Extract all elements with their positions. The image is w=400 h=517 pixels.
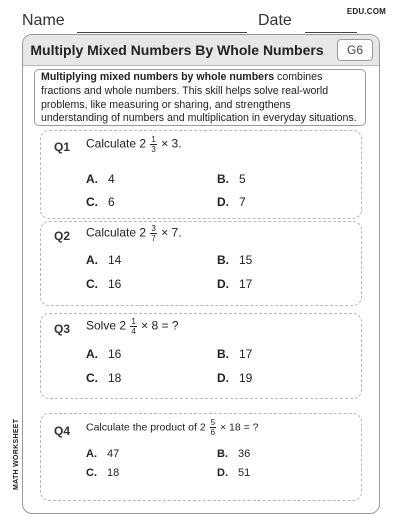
option-letter: D. [217, 371, 229, 385]
question-card-2 [40, 221, 362, 306]
question-number: Q3 [54, 322, 71, 336]
question-number: Q2 [54, 229, 71, 243]
question-number: Q1 [54, 140, 71, 154]
option-letter: C. [86, 371, 98, 385]
intro-text: combines fractions and whole numbers. This skill helps solve real-world problems, like measuring or sharing, and strengthens understanding of numbers and multiplication in everyday situations. [41, 71, 357, 125]
fraction-numerator: 1 [151, 135, 156, 144]
option-b[interactable] [217, 253, 252, 267]
option-c[interactable] [86, 371, 121, 385]
option-letter: C. [86, 195, 98, 209]
option-d[interactable] [217, 371, 252, 385]
intro-box [34, 69, 366, 126]
option-value: 15 [239, 253, 253, 267]
option-value: 17 [239, 277, 253, 291]
question-number: Q4 [54, 424, 71, 438]
question-text [86, 224, 182, 243]
option-c[interactable] [86, 195, 115, 209]
option-a[interactable] [86, 253, 121, 267]
question-text-post: × 8 = ? [141, 318, 179, 333]
option-value: 47 [107, 448, 120, 460]
date-line [305, 32, 357, 33]
question-text [86, 317, 179, 336]
option-d[interactable] [217, 467, 250, 479]
question-card-1 [40, 130, 362, 219]
option-c[interactable] [86, 277, 121, 291]
fraction-numerator: 5 [210, 418, 216, 427]
grade-badge: G6 [337, 39, 373, 61]
question-text-pre: Calculate 2 [86, 136, 147, 151]
option-value: 7 [239, 195, 246, 209]
option-letter: C. [86, 277, 98, 291]
fraction [210, 418, 216, 437]
fraction-denominator: 4 [131, 327, 136, 336]
worksheet-header [22, 10, 386, 32]
fraction [150, 224, 156, 243]
option-letter: A. [86, 347, 98, 361]
question-text [86, 135, 182, 154]
option-letter: A. [86, 172, 98, 186]
option-letter: C. [86, 467, 97, 479]
fraction-denominator: 6 [210, 428, 216, 437]
option-b[interactable] [217, 448, 250, 460]
option-a[interactable] [86, 172, 115, 186]
date-label: Date [258, 12, 292, 29]
option-letter: B. [217, 347, 229, 361]
question-text-pre: Calculate 2 [86, 225, 147, 240]
option-value: 14 [108, 253, 122, 267]
question-text-pre: Solve 2 [86, 318, 127, 333]
option-c[interactable] [86, 467, 119, 479]
option-value: 17 [239, 347, 253, 361]
option-value: 19 [239, 371, 253, 385]
fraction-denominator: 3 [151, 145, 156, 154]
fraction [150, 135, 156, 154]
question-text-post: × 7. [161, 225, 182, 240]
option-b[interactable] [217, 172, 246, 186]
option-d[interactable] [217, 277, 252, 291]
logo: EDU.COM [346, 7, 386, 16]
fraction-denominator: 7 [151, 234, 156, 243]
option-value: 4 [108, 172, 115, 186]
title-bar [23, 35, 379, 66]
option-d[interactable] [217, 195, 246, 209]
page-title: Multiply Mixed Numbers By Whole Numbers [30, 42, 324, 58]
question-text-post: × 3. [161, 136, 182, 151]
option-letter: A. [86, 253, 98, 267]
option-value: 6 [108, 195, 115, 209]
option-letter: B. [217, 172, 229, 186]
fraction-numerator: 3 [151, 224, 156, 233]
option-value: 16 [108, 347, 122, 361]
question-text-post: × 18 = ? [219, 421, 259, 434]
question-card-4 [40, 413, 362, 501]
option-letter: D. [217, 195, 229, 209]
intro-bold: Multiplying mixed numbers by whole numbers [41, 71, 275, 83]
option-value: 36 [238, 448, 251, 460]
option-letter: B. [217, 448, 228, 460]
fraction-numerator: 1 [131, 317, 136, 326]
option-a[interactable] [86, 448, 119, 460]
name-line [77, 32, 247, 33]
option-value: 18 [107, 467, 120, 479]
fraction [130, 317, 136, 336]
option-value: 51 [238, 467, 251, 479]
side-label: MATH WORKSHEET [13, 418, 20, 490]
option-value: 16 [108, 277, 122, 291]
option-value: 5 [239, 172, 246, 186]
option-b[interactable] [217, 347, 252, 361]
option-a[interactable] [86, 347, 121, 361]
option-letter: D. [217, 277, 229, 291]
option-value: 18 [108, 371, 122, 385]
question-text-pre: Calculate the product of 2 [86, 421, 206, 434]
option-letter: D. [217, 467, 228, 479]
option-letter: A. [86, 448, 97, 460]
question-text [86, 418, 259, 437]
name-label: Name [22, 12, 65, 29]
question-card-3 [40, 313, 362, 399]
option-letter: B. [217, 253, 229, 267]
